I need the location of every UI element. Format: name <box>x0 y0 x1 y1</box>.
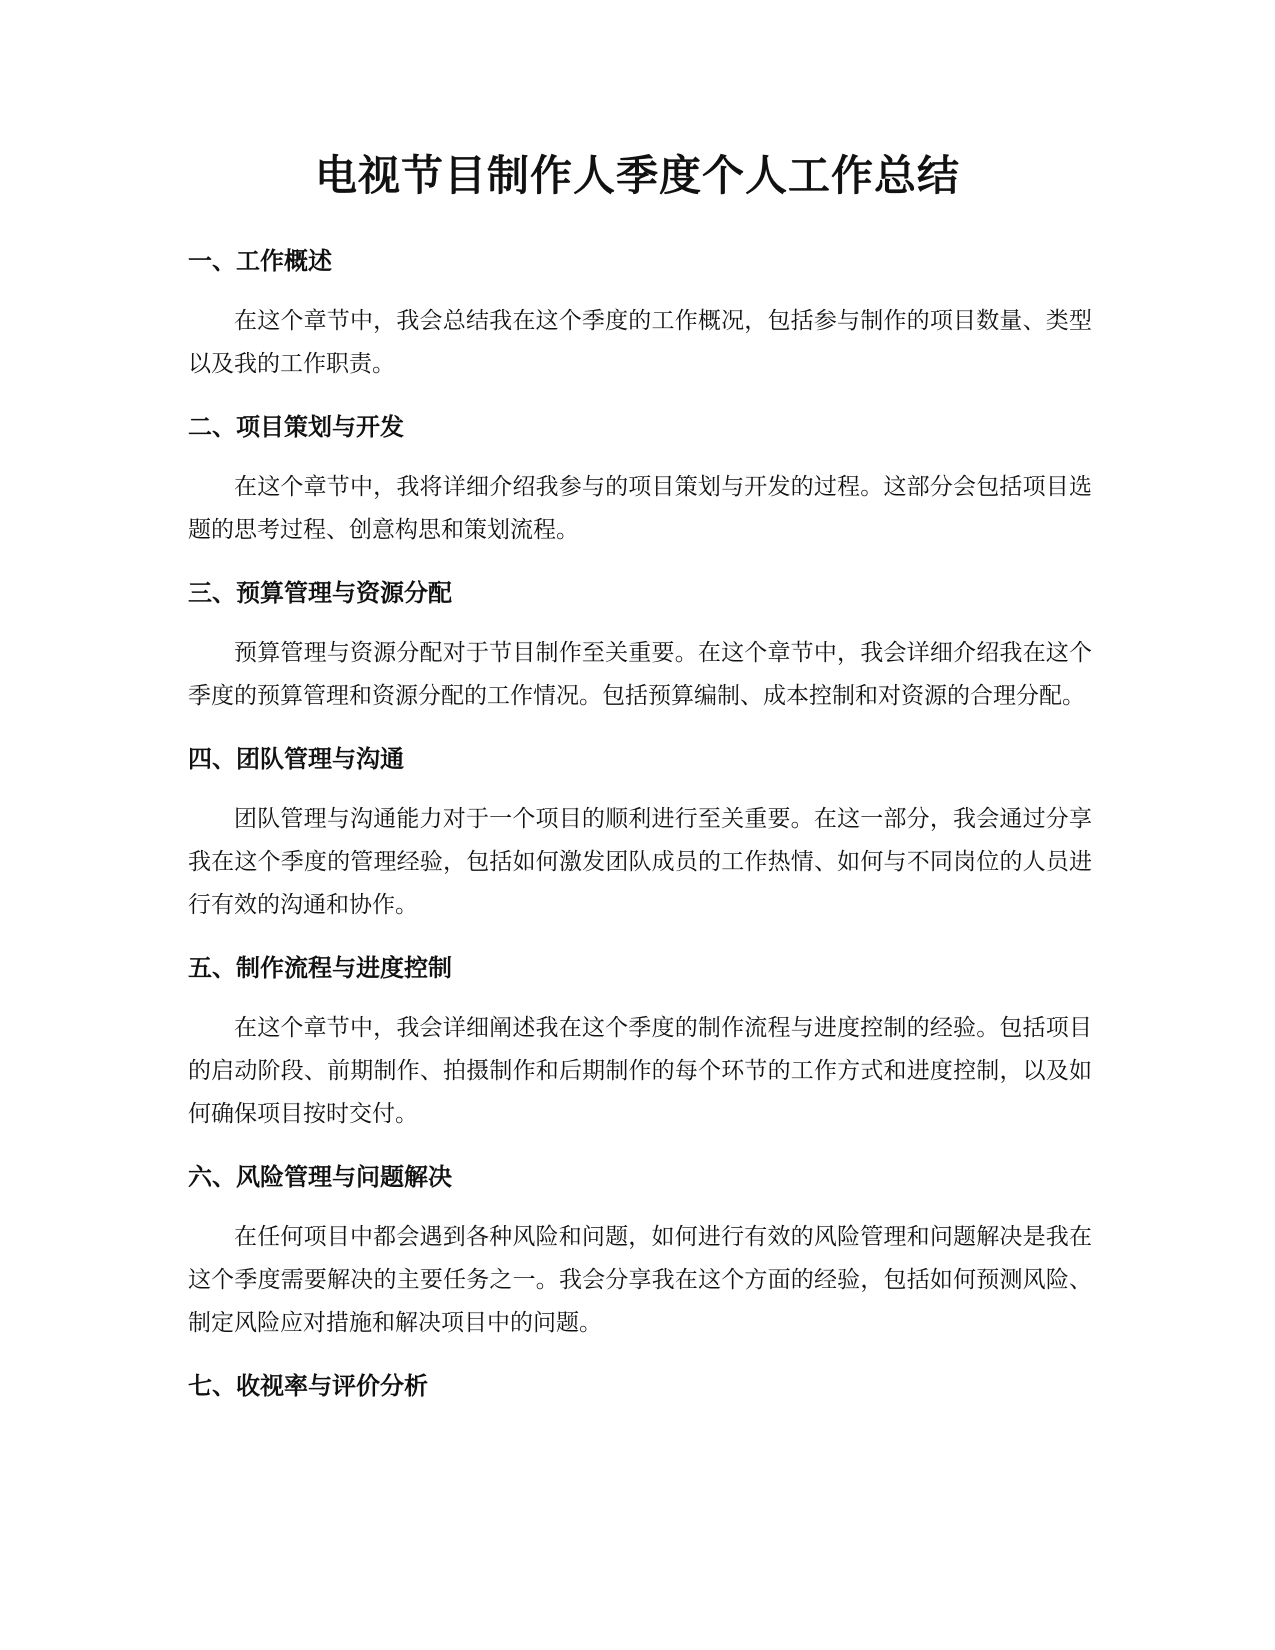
section-body-5: 在这个章节中，我会详细阐述我在这个季度的制作流程与进度控制的经验。包括项目的启动阶段、前期制作、拍摄制作和后期制作的每个环节的工作方式和进度控制，以及如何确保项目按时交付。 <box>188 1015 1092 1127</box>
section-heading-2: 二、项目策划与开发 <box>188 413 404 441</box>
section-heading-7: 七、收视率与评价分析 <box>188 1372 428 1400</box>
section-heading-3: 三、预算管理与资源分配 <box>188 579 452 607</box>
section-body-1: 在这个章节中，我会总结我在这个季度的工作概况，包括参与制作的项目数量、类型以及我的工作职责。 <box>188 308 1092 377</box>
section-heading-5: 五、制作流程与进度控制 <box>188 954 452 982</box>
section-body-4: 团队管理与沟通能力对于一个项目的顺利进行至关重要。在这一部分，我会通过分享我在这个季度的管理经验，包括如何激发团队成员的工作热情、如何与不同岗位的人员进行有效的沟通和协作。 <box>188 806 1092 918</box>
document-title: 电视节目制作人季度个人工作总结 <box>314 151 960 200</box>
section-body-6: 在任何项目中都会遇到各种风险和问题，如何进行有效的风险管理和问题解决是我在这个季度需要解决的主要任务之一。我会分享我在这个方面的经验，包括如何预测风险、制定风险应对措施和解决项目中的问题。 <box>188 1224 1092 1336</box>
document-content <box>188 244 1092 1425</box>
section-heading-1: 一、工作概述 <box>188 247 332 275</box>
section-heading-4: 四、团队管理与沟通 <box>188 745 404 773</box>
section-body-3: 预算管理与资源分配对于节目制作至关重要。在这个章节中，我会详细介绍我在这个季度的预算管理和资源分配的工作情况。包括预算编制、成本控制和对资源的合理分配。 <box>188 640 1092 709</box>
section-body-2: 在这个章节中，我将详细介绍我参与的项目策划与开发的过程。这部分会包括项目选题的思考过程、创意构思和策划流程。 <box>188 474 1092 543</box>
section-heading-6: 六、风险管理与问题解决 <box>188 1163 452 1191</box>
